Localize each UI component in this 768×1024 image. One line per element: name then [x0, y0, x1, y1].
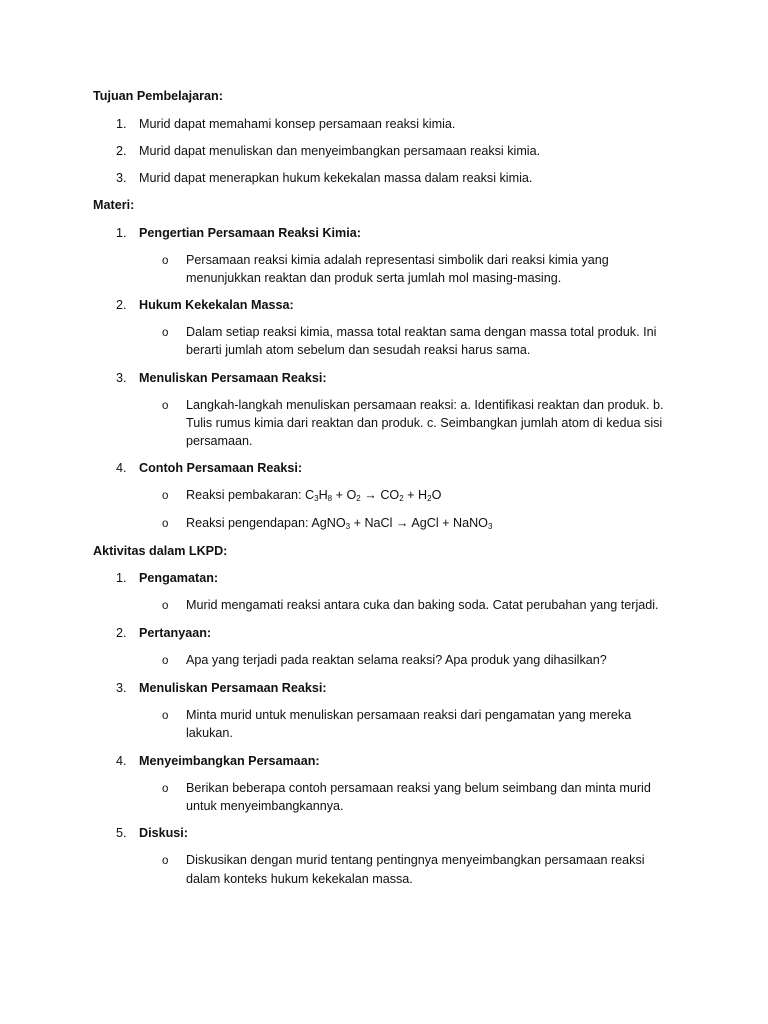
- section-heading-aktivitas: Aktivitas dalam LKPD:: [93, 544, 228, 558]
- subheading: Menyeimbangkan Persamaan:: [139, 754, 320, 768]
- section-heading-tujuan: Tujuan Pembelajaran:: [93, 89, 223, 103]
- bullet-text: Dalam setiap reaksi kimia, massa total reaktan sama dengan massa total produk. Ini: [186, 325, 657, 339]
- subheading: Pengamatan:: [139, 571, 219, 585]
- bullet-text: Langkah-langkah menuliskan persamaan reaksi: a. Identifikasi reaktan dan produk. b.: [186, 398, 664, 412]
- bullet-text: Murid mengamati reaksi antara cuka dan baking soda. Catat perubahan yang terjadi.: [186, 598, 659, 612]
- subheading: Pertanyaan:: [139, 626, 212, 640]
- list-number: 3.: [116, 681, 127, 695]
- list-number: 1.: [116, 117, 127, 131]
- subheading: Diskusi:: [139, 826, 188, 840]
- bullet-text: Diskusikan dengan murid tentang pentingnya menyeimbangkan persamaan reaksi: [186, 853, 645, 867]
- list-number: 2.: [116, 144, 127, 158]
- bullet-marker: o: [162, 600, 169, 612]
- list-item: Murid dapat memahami konsep persamaan reaksi kimia.: [139, 117, 456, 131]
- bullet-marker: o: [162, 327, 169, 339]
- bullet-text: dalam konteks hukum kekekalan massa.: [186, 872, 413, 886]
- bullet-marker: o: [162, 255, 169, 267]
- bullet-marker: o: [162, 490, 169, 502]
- section-heading-materi: Materi:: [93, 198, 135, 212]
- list-item: Murid dapat menuliskan dan menyeimbangkan persamaan reaksi kimia.: [139, 144, 541, 158]
- bullet-text: Persamaan reaksi kimia adalah representasi simbolik dari reaksi kimia yang: [186, 253, 609, 267]
- bullet-text: persamaan.: [186, 434, 253, 448]
- subheading: Contoh Persamaan Reaksi:: [139, 461, 303, 475]
- subheading: Pengertian Persamaan Reaksi Kimia:: [139, 226, 361, 240]
- bullet-text: untuk menyeimbangkannya.: [186, 799, 344, 813]
- list-number: 3.: [116, 371, 127, 385]
- list-number: 4.: [116, 461, 127, 475]
- list-number: 4.: [116, 754, 127, 768]
- subheading: Menuliskan Persamaan Reaksi:: [139, 371, 327, 385]
- equation-precipitation: Reaksi pengendapan: AgNO$_3$ + NaCl → AgCl + NaNO$_3$: [186, 516, 493, 531]
- bullet-marker: o: [162, 655, 169, 667]
- bullet-text: Minta murid untuk menuliskan persamaan reaksi dari pengamatan yang mereka: [186, 708, 632, 722]
- subheading: Menuliskan Persamaan Reaksi:: [139, 681, 327, 695]
- list-number: 1.: [116, 571, 127, 585]
- subheading: Hukum Kekekalan Massa:: [139, 298, 294, 312]
- equation-combustion: Reaksi pembakaran: $C_3H_8 + O_2 \to CO_2 + H_2O$: [186, 488, 442, 503]
- bullet-marker: o: [162, 518, 169, 530]
- bullet-text: menunjukkan reaktan dan produk serta jumlah mol masing-masing.: [186, 271, 562, 285]
- list-number: 2.: [116, 626, 127, 640]
- bullet-text: Apa yang terjadi pada reaktan selama reaksi? Apa produk yang dihasilkan?: [186, 653, 607, 667]
- bullet-marker: o: [162, 710, 169, 722]
- bullet-marker: o: [162, 783, 169, 795]
- list-number: 2.: [116, 298, 127, 312]
- bullet-text: Berikan beberapa contoh persamaan reaksi yang belum seimbang dan minta murid: [186, 781, 651, 795]
- list-item: Murid dapat menerapkan hukum kekekalan massa dalam reaksi kimia.: [139, 171, 533, 185]
- bullet-marker: o: [162, 400, 169, 412]
- bullet-marker: o: [162, 855, 169, 867]
- bullet-text: berarti jumlah atom sebelum dan sesudah reaksi harus sama.: [186, 343, 531, 357]
- list-number: 3.: [116, 171, 127, 185]
- list-number: 1.: [116, 226, 127, 240]
- bullet-text: lakukan.: [186, 726, 233, 740]
- bullet-text: Tulis rumus kimia dari reaktan dan produk. c. Seimbangkan jumlah atom di kedua sisi: [186, 416, 663, 430]
- list-number: 5.: [116, 826, 127, 840]
